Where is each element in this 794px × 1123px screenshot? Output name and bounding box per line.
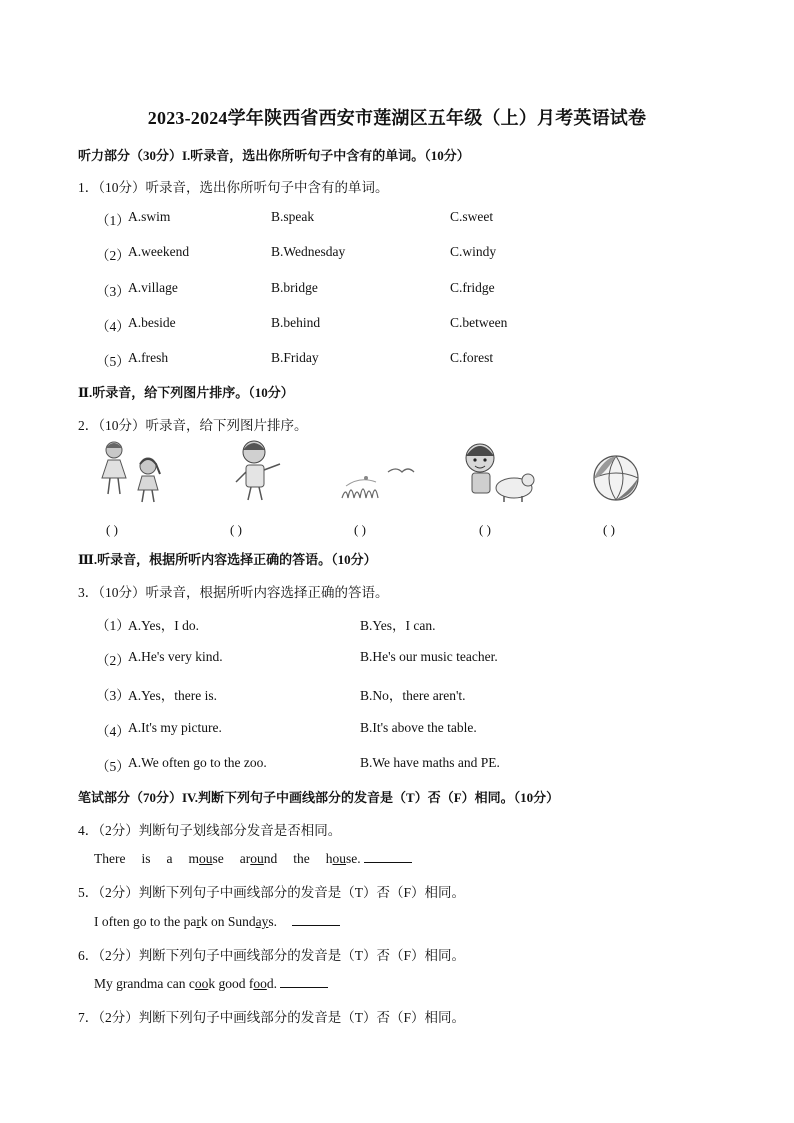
q1-row4-c: C.between [450, 315, 508, 330]
q4-underlined-part: ou [250, 851, 264, 866]
q6-underlined-part: oo [253, 976, 267, 991]
q4-word: the [293, 851, 310, 866]
q4-word-part: se. [346, 851, 361, 866]
q1-row2-c: C.windy [450, 244, 497, 259]
q5-underlined-part: ay [255, 914, 269, 929]
q5-text: k on Sund [200, 914, 256, 929]
q1-row3-c: C.fridge [450, 280, 495, 295]
q4-word: There [94, 851, 126, 866]
boy-illustration [222, 438, 292, 506]
q1-row4-num: （4） [96, 319, 130, 334]
picture-4-blank: ( ) [479, 522, 491, 537]
q4-word: a [166, 851, 173, 866]
two-girls-illustration [92, 438, 172, 506]
q1-row3-num: （3） [96, 284, 130, 299]
q6-text: k good f [208, 976, 254, 991]
q4-answer-blank[interactable] [364, 850, 412, 863]
part4-heading: 笔试部分（70分）IV.判断下列句子中画线部分的发音是（T）否（F）相同。（10分） [78, 790, 560, 805]
q2-stem: 2．（10分）听录音，给下列图片排序。 [78, 418, 308, 433]
q1-stem: 1．（10分）听录音，选出你所听句子中含有的单词。 [78, 180, 389, 195]
part3-heading: Ⅲ.听录音，根据所听内容选择正确的答语。（10分） [78, 552, 377, 567]
q3-row4-a: A.It's my picture. [128, 720, 222, 735]
q4-underlined-part: ou [199, 851, 213, 866]
picture-2-blank: ( ) [230, 522, 242, 537]
picture-1-blank: ( ) [106, 522, 118, 537]
q6-sentence [94, 975, 328, 992]
page-title: 2023-2024学年陕西省西安市莲湖区五年级（上）月考英语试卷 [147, 108, 647, 128]
q5-stem: 5．（2分）判断下列句子中画线部分的发音是（T）否（F）相同。 [78, 885, 466, 900]
q3-row5-a: A.We often go to the zoo. [128, 755, 267, 770]
q5-underlined-part: r [196, 914, 201, 929]
q4-sentence [94, 850, 412, 867]
q4-word-part: m [188, 851, 200, 866]
picture-5-blank: ( ) [603, 522, 615, 537]
q6-text: My grandma can c [94, 976, 195, 991]
q3-row3-num: （3） [96, 688, 130, 703]
q3-row2-b: B.He's our music teacher. [360, 649, 498, 664]
q4-word: is [141, 851, 151, 866]
q1-row1-a: A.swim [128, 209, 171, 224]
q4-word-part: h [325, 851, 333, 866]
beach-ball-illustration [586, 438, 646, 506]
q3-row2-num: （2） [96, 653, 130, 668]
q1-row2-num: （2） [96, 248, 130, 263]
q4-word-part: ar [239, 851, 251, 866]
q1-row3-b: B.bridge [271, 280, 318, 295]
part2-heading: Ⅱ.听录音，给下列图片排序。（10分） [78, 385, 294, 400]
q5-text: s. [268, 914, 278, 929]
grass-bird-illustration [336, 438, 416, 506]
q4-word-part: nd [263, 851, 278, 866]
q6-answer-blank[interactable] [280, 975, 328, 988]
q1-row5-a: A.fresh [128, 350, 169, 365]
q1-row5-num: （5） [96, 354, 130, 369]
q3-row3-a: A.Yes，there is. [128, 688, 218, 703]
q5-sentence [94, 913, 340, 930]
part1-heading: 听力部分（30分）I.听录音，选出你所听句子中含有的单词。（10分） [78, 148, 470, 163]
q3-row1-b: B.Yes，I can. [360, 618, 436, 633]
q6-underlined-part: oo [194, 976, 209, 991]
q4-underlined-part: ou [332, 851, 347, 866]
q1-row1-num: （1） [96, 213, 130, 228]
picture-3-blank: ( ) [354, 522, 366, 537]
q1-row2-b: B.Wednesday [271, 244, 346, 259]
q6-stem: 6．（2分）判断下列句子中画线部分的发音是（T）否（F）相同。 [78, 948, 466, 963]
q1-row1-b: B.speak [271, 209, 315, 224]
q5-text: I often go to the pa [94, 914, 197, 929]
q1-row2-a: A.weekend [128, 244, 190, 259]
q1-row5-c: C.forest [450, 350, 494, 365]
q6-text: d. [266, 976, 277, 991]
q5-answer-blank[interactable] [292, 913, 340, 926]
q1-row4-b: B.behind [271, 315, 321, 330]
q3-row4-b: B.It's above the table. [360, 720, 477, 735]
q4-stem: 4．（2分）判断句子划线部分发音是否相同。 [78, 823, 342, 838]
q7-stem: 7．（2分）判断下列句子中画线部分的发音是（T）否（F）相同。 [78, 1010, 466, 1025]
q3-row1-a: A.Yes，I do. [128, 618, 200, 633]
boy-with-dog-illustration [458, 438, 538, 506]
q4-word-part: se [212, 851, 224, 866]
q3-stem: 3．（10分）听录音，根据所听内容选择正确的答语。 [78, 585, 389, 600]
q3-row5-b: B.We have maths and PE. [360, 755, 500, 770]
q1-row1-c: C.sweet [450, 209, 494, 224]
q3-row1-num: （1） [96, 618, 130, 633]
q3-row3-b: B.No，there aren't. [360, 688, 466, 703]
q3-row5-num: （5） [96, 759, 130, 774]
q3-row4-num: （4） [96, 724, 130, 739]
q1-row3-a: A.village [128, 280, 178, 295]
q3-row2-a: A.He's very kind. [128, 649, 223, 664]
q1-row4-a: A.beside [128, 315, 176, 330]
q1-row5-b: B.Friday [271, 350, 319, 365]
